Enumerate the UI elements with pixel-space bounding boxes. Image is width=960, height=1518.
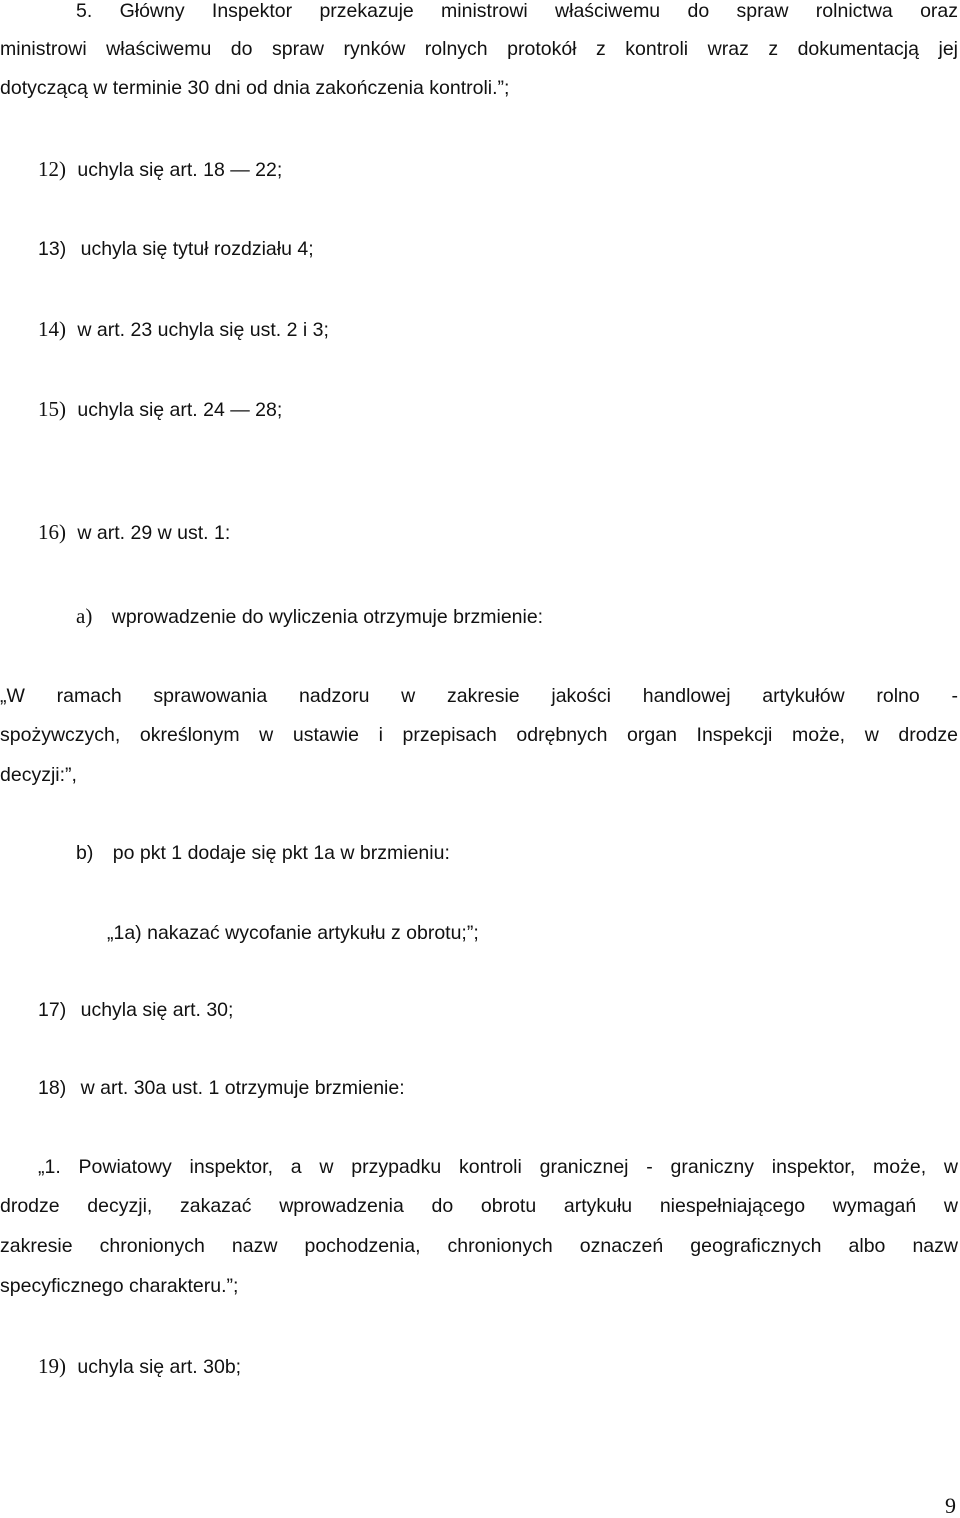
list-item-number: 16)	[38, 520, 66, 544]
list-item-number: 14)	[38, 317, 66, 341]
point5-line-1: 5. Główny Inspektor przekazuje ministrowi właściwemu do spraw rolnictwa oraz	[76, 0, 958, 22]
point5-line-2: ministrowi właściwemu do spraw rynków rolnych protokół z kontroli wraz z dokumentacją jej	[0, 38, 958, 60]
list-subitem-letter: a)	[76, 604, 93, 628]
quote-16b: „1a) nakazać wycofanie artykułu z obrotu;”;	[107, 922, 479, 944]
quote-16a-line-2: spożywczych, określonym w ustawie i przepisach odrębnych organ Inspekcji może, w drodze	[0, 724, 958, 746]
list-item-number: 12)	[38, 157, 66, 181]
list-item-text: w art. 23 uchyla się ust. 2 i 3;	[77, 319, 329, 341]
list-item-text: uchyla się art. 30;	[80, 999, 234, 1021]
list-item-number: 18)	[38, 1077, 67, 1099]
list-item-19	[38, 1354, 241, 1379]
list-item-text: uchyla się art. 24 — 28;	[77, 399, 283, 421]
list-item-12	[38, 157, 282, 182]
list-item-17	[38, 998, 233, 1022]
page-number: 9	[945, 1493, 956, 1518]
list-item-number: 13)	[38, 238, 67, 260]
list-subitem-text: wprowadzenie do wyliczenia otrzymuje brzmienie:	[111, 606, 544, 628]
list-item-text: uchyla się art. 18 — 22;	[77, 159, 283, 181]
list-item-text: uchyla się art. 30b;	[77, 1356, 242, 1378]
list-item-14	[38, 317, 329, 342]
list-subitem-a	[76, 604, 543, 629]
quote-18-line-4: specyficznego charakteru.”;	[0, 1275, 239, 1297]
list-item-13	[38, 237, 314, 261]
list-item-18	[38, 1076, 405, 1100]
quote-18-line-1: „1. Powiatowy inspektor, a w przypadku kontroli granicznej - graniczny inspektor, może, w	[38, 1156, 958, 1178]
list-item-15	[38, 397, 282, 422]
list-item-text: uchyla się tytuł rozdziału 4;	[80, 238, 314, 260]
list-item-text: w art. 29 w ust. 1:	[77, 522, 231, 544]
list-item-16	[38, 520, 230, 545]
point5-line-3: dotyczącą w terminie 30 dni od dnia zakończenia kontroli.”;	[0, 77, 510, 99]
quote-16a-line-1: „W ramach sprawowania nadzoru w zakresie jakości handlowej artykułów rolno -	[0, 685, 958, 707]
list-item-number: 19)	[38, 1354, 66, 1378]
list-item-number: 17)	[38, 999, 67, 1021]
list-item-text: w art. 30a ust. 1 otrzymuje brzmienie:	[80, 1077, 405, 1099]
list-item-number: 15)	[38, 397, 66, 421]
list-subitem-letter: b)	[76, 842, 94, 864]
quote-18-line-2: drodze decyzji, zakazać wprowadzenia do obrotu artykułu niespełniającego wymagań w	[0, 1195, 958, 1217]
list-subitem-text: po pkt 1 dodaje się pkt 1a w brzmieniu:	[112, 842, 450, 864]
list-subitem-b	[76, 841, 450, 865]
quote-16a-line-3: decyzji:”,	[0, 764, 77, 786]
quote-18-line-3: zakresie chronionych nazw pochodzenia, chronionych oznaczeń geograficznych albo nazw	[0, 1235, 958, 1257]
